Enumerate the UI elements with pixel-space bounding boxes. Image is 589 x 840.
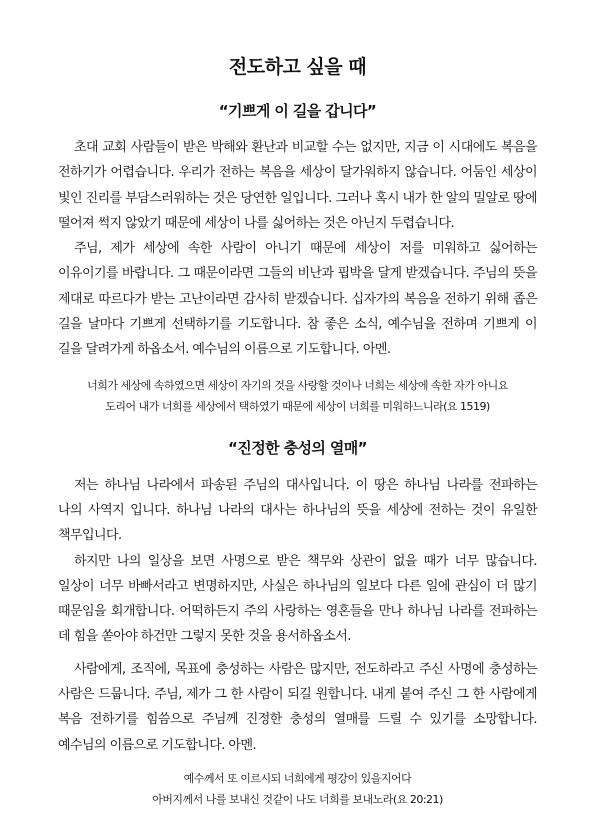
section-1-paragraph-1: 초대 교회 사람들이 받은 박해와 환난과 비교할 수는 없지만, 지금 이 시대에도 복음을 전하기가 어렵습니다. 우리가 전하는 복음을 세상이 달가워하지 않습니다. 어둠인 세상이 빛인 진리를 부담스러워하는 것은 당연한 일입니다. 그러나 혹시 내가 한 알의 밀알로 땅에 떨어져 썩지 않았기 때문에 세상이 나를 싫어하는 것은 아닌지 두렵습니다.	[58, 140, 537, 231]
section-2-paragraph-2: 하지만 나의 일상을 보면 사명으로 받은 책무와 상관이 없을 때가 너무 많습니다. 일상이 너무 바빠서라고 변명하지만, 사실은 하나님의 일보다 다른 일에 관심이 더 많기 때문임을 회개합니다. 어떡하든지 주의 사랑하는 영혼들을 만나 하나님 나라를 전파하는 데 힘을 쏟아야 하건만 그렇지 못한 것을 용서하옵소서.	[58, 553, 537, 645]
section-2-heading: “진정한 충성의 열매”	[228, 438, 367, 457]
section-1-verse-line-2: 도리어 내가 너희를 세상에서 택하였기 때문에 세상이 너희를 미워하느니라(요 1519)	[105, 399, 490, 413]
section-1-verse-line-1: 너희가 세상에 속하였으면 세상이 자기의 것을 사랑할 것이나 너희는 세상에 속한 자가 아니요	[87, 378, 508, 392]
section-2-verse-line-2: 아버지께서 나를 보내신 것같이 나도 너희를 보내노라(요 20:21)	[152, 792, 443, 806]
section-2-verse	[58, 768, 537, 810]
section-2-verse-line-1: 예수께서 또 이르시되 너희에게 평강이 있을지어다	[183, 771, 412, 785]
section-1-paragraph-2: 주님, 제가 세상에 속한 사람이 아니기 때문에 세상이 저를 미워하고 싫어하는 이유이기를 바랍니다. 그 때문이라면 그들의 비난과 핍박을 달게 받겠습니다. 주님의 뜻을 제대로 따르다가 받는 고난이라면 감사히 받겠습니다. 십자가의 복음을 전하기 위해 좁은 길을 날마다 기쁘게 선택하기를 기도합니다. 참 좋은 소식, 예수님을 전하며 기쁘게 이 길을 달려가게 하옵소서. 예수님의 이름으로 기도합니다. 아멘.	[58, 241, 537, 358]
paragraph-gap	[58, 650, 537, 657]
page-title: 전도하고 싶을 때	[228, 56, 367, 78]
section-1-heading: “기쁘게 이 길을 갑니다”	[218, 102, 377, 120]
section-1-body	[58, 135, 537, 363]
section-2-paragraph-3: 사람에게, 조직에, 목표에 충성하는 사람은 많지만, 전도하라고 주신 사명에 충성하는 사람은 드뭅니다. 주님, 제가 그 한 사람이 되길 원합니다. 내게 붙여 주신 그 한 사람에게 복음 전하기를 힘씀으로 주님께 진정한 충성의 열매를 드릴 수 있기를 소망합니다. 예수님의 이름으로 기도합니다. 아멘.	[58, 661, 537, 753]
section-2-body	[58, 473, 537, 758]
section-1-verse	[58, 375, 537, 417]
section-2-paragraph-1: 저는 하나님 나라에서 파송된 주님의 대사입니다. 이 땅은 하나님 나라를 전파하는 나의 사역지 입니다. 하나님 나라의 대사는 하나님의 뜻을 세상에 전하는 것이 유일한 책무입니다.	[58, 477, 537, 544]
